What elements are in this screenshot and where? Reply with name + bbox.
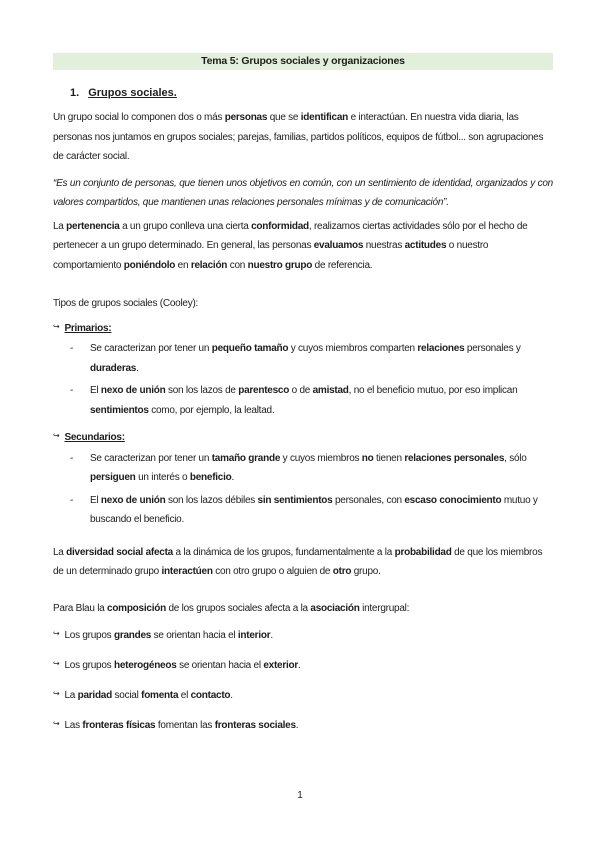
text-run: .: [295, 720, 299, 731]
text-run: amistad: [312, 385, 349, 396]
text-run: el: [178, 690, 191, 701]
text-run: Los grupos: [64, 630, 114, 641]
text-run: .: [298, 660, 301, 671]
arrow-bullet-icon: ↪: [53, 629, 60, 638]
text-run: La: [53, 546, 67, 558]
text-run: Las: [64, 720, 83, 731]
text-run: no: [361, 452, 374, 464]
text-run: .: [270, 630, 273, 641]
text-run: interactúen: [161, 566, 213, 577]
text-run: otro: [332, 566, 352, 577]
document-title: Tema 5: Grupos sociales y organizaciones: [201, 55, 405, 67]
text-run: y cuyos miembros: [280, 452, 362, 464]
text-run: relaciones: [417, 343, 465, 354]
blau-point-text: [64, 720, 298, 731]
text-run: con otro grupo o alguien de: [212, 566, 333, 577]
text-run: personales, con: [332, 494, 405, 506]
text-run: nexo de unión: [100, 385, 166, 396]
blau-point-2: [53, 654, 553, 676]
text-run: .: [231, 472, 235, 483]
text-run: intergrupal:: [359, 602, 410, 614]
text-run: evaluamos: [313, 240, 364, 251]
text-run: interior: [237, 630, 271, 641]
document-title-bar: [53, 53, 553, 70]
text-run: nexo de unión: [100, 494, 166, 506]
blau-point-4: [53, 714, 553, 736]
list-item-text: [90, 343, 521, 374]
text-run: .: [230, 690, 233, 701]
text-run: exterior: [263, 660, 299, 671]
text-run: de referencia.: [312, 259, 373, 271]
section-heading: [70, 86, 553, 100]
text-run: contacto: [190, 690, 231, 701]
text-run: tamaño grande: [211, 452, 281, 464]
text-run: paridad: [77, 690, 112, 701]
list-heading-secundarios-label: Secundarios:: [64, 432, 125, 443]
dash-bullet-icon: -: [70, 385, 74, 396]
text-run: relaciones personales: [404, 452, 505, 464]
dash-bullet-icon: -: [70, 452, 74, 464]
text-run: “Es un conjunto de personas, que tienen unos objetivos en común, con un sentimiento de identidad, organizados y con valores compartidos, que mantienen unas relaciones personales mínimas y de comunicación”.: [53, 177, 553, 208]
text-run: son los lazos de: [165, 385, 239, 396]
text-run: , realizamos ciertas actividades sólo por el hecho de pertenecer a un grupo determinado. En general, las personas: [53, 220, 528, 251]
text-run: personas: [224, 112, 268, 123]
text-run: pequeño tamaño: [211, 343, 289, 354]
text-run: a la dinámica de los grupos, fundamentalmente a la: [173, 546, 395, 558]
dash-bullet-icon: -: [70, 494, 74, 506]
paragraph-blau: [53, 599, 553, 619]
text-run: parentesco: [238, 385, 290, 396]
text-run: personales y: [464, 343, 521, 354]
text-run: mutuo y buscando el beneficio.: [90, 494, 538, 525]
text-run: Los grupos: [64, 660, 114, 671]
text-run: son los lazos débiles: [165, 494, 258, 506]
text-run: fomenta: [141, 690, 179, 701]
arrow-bullet-icon: ↪: [53, 321, 60, 331]
text-run: , no el beneficio mutuo, por eso implican: [348, 385, 518, 396]
text-run: fronteras sociales: [214, 720, 296, 731]
text-run: .: [136, 362, 139, 374]
blau-point-text: [64, 690, 232, 701]
text-run: grandes: [113, 630, 152, 641]
text-run: La: [64, 690, 78, 701]
section-heading-title: Grupos sociales.: [88, 87, 177, 99]
text-run: social: [111, 690, 142, 701]
text-run: sentimientos: [90, 404, 149, 416]
text-run: nuestras: [363, 240, 405, 251]
text-run: o de: [289, 385, 313, 396]
text-run: de que los miembros de un determinado grupo: [53, 546, 543, 577]
arrow-bullet-icon: ↪: [53, 689, 60, 698]
text-run: un interés o: [135, 472, 190, 483]
text-run: Un grupo social lo componen dos o más: [53, 112, 225, 123]
page-number: 1: [297, 790, 303, 801]
paragraph-diversidad: [53, 543, 553, 582]
text-run: poniéndolo: [123, 259, 176, 271]
text-run: identifican: [300, 112, 349, 123]
text-run: Para Blau la: [53, 602, 108, 614]
text-run: persiguen: [90, 472, 136, 483]
arrow-bullet-icon: ↪: [53, 719, 60, 728]
blau-point-1: [53, 624, 553, 646]
list-item-secundarios-2: [53, 491, 553, 530]
text-run: a un grupo conlleva una cierta: [119, 220, 252, 232]
blau-point-text: [64, 660, 300, 671]
text-run: o nuestro comportamiento: [53, 240, 489, 271]
text-run: conformidad: [251, 220, 309, 232]
text-run: La: [53, 220, 67, 232]
text-run: probabilidad: [394, 546, 452, 558]
text-run: tienen: [373, 452, 405, 464]
list-item-text: [90, 453, 527, 484]
text-run: duraderas: [90, 362, 137, 374]
paragraph-pertenencia: [53, 217, 553, 276]
text-run: con: [227, 259, 248, 271]
section-heading-number: 1.: [70, 87, 80, 99]
text-run: asociación: [310, 602, 360, 614]
text-run: escaso conocimiento: [404, 494, 502, 506]
list-item-secundarios-1: [53, 449, 553, 488]
text-run: beneficio: [189, 472, 232, 483]
list-heading-secundarios: [53, 426, 553, 448]
dash-bullet-icon: -: [70, 343, 74, 354]
list-item-text: [90, 385, 517, 416]
list-item-text: [90, 495, 538, 526]
text-run: relación: [190, 259, 228, 271]
text-run: composición: [107, 602, 166, 614]
text-run: pertenencia: [66, 220, 120, 232]
text-run: actitudes: [404, 240, 447, 251]
text-run: heterogéneos: [113, 660, 177, 671]
text-run: sin sentimientos: [257, 494, 333, 506]
text-run: Tipos de grupos sociales (Cooley):: [53, 298, 199, 309]
text-run: que se: [267, 112, 301, 123]
text-run: Se caracterizan por tener un: [90, 452, 212, 464]
text-run: El: [90, 385, 101, 396]
paragraph-group-definition: [53, 108, 553, 167]
paragraph-tipos-intro: [53, 294, 553, 314]
text-run: fomentan las: [155, 720, 215, 731]
text-run: como, por ejemplo, la lealtad.: [148, 404, 275, 416]
text-run: fronteras físicas: [82, 720, 156, 731]
list-item-primarios-1: [53, 339, 553, 378]
blau-point-text: [64, 630, 272, 641]
text-run: e interactúan. En nuestra vida diaria, las personas nos juntamos en grupos sociales; parejas, familias, partidos políticos, equipos de fútbol... son agrupaciones de carácter social.: [53, 112, 544, 162]
text-run: y cuyos miembros comparten: [288, 343, 418, 354]
text-run: se orientan hacia el: [176, 660, 264, 671]
paragraph-quote: [53, 174, 553, 213]
text-run: de los grupos sociales afecta a la: [165, 602, 311, 614]
text-run: , sólo: [504, 452, 527, 464]
list-heading-primarios: [53, 317, 553, 339]
text-run: diversidad social afecta: [66, 546, 173, 558]
arrow-bullet-icon: ↪: [53, 659, 60, 668]
blau-point-3: [53, 684, 553, 706]
text-run: grupo.: [351, 566, 381, 577]
arrow-bullet-icon: ↪: [53, 431, 60, 440]
list-heading-primarios-label: Primarios:: [64, 322, 112, 334]
text-run: nuestro grupo: [247, 259, 313, 271]
text-run: se orientan hacia el: [151, 630, 238, 641]
list-item-primarios-2: [53, 381, 553, 420]
text-run: Se caracterizan por tener un: [90, 343, 212, 354]
text-run: en: [175, 259, 191, 271]
text-run: El: [90, 494, 101, 506]
